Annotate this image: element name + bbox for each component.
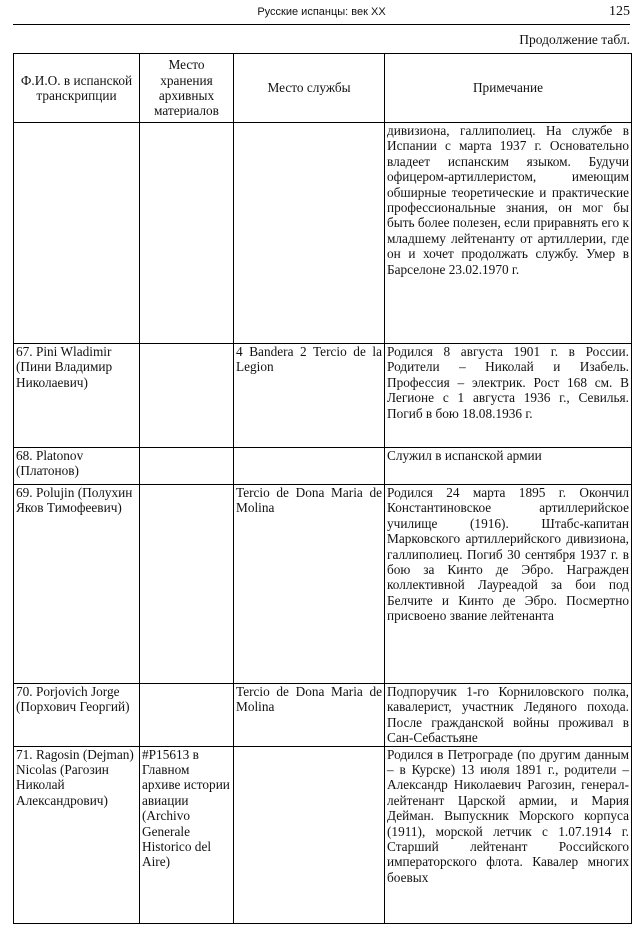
cell-archive [140,448,234,485]
cell-note: Служил в испанской армии [385,448,632,485]
cell-note: Родился в Петрограде (по другим данным – в Курске) 13 июля 1891 г., родители – Александр Николаевич Рагозин, генерал-лейтенант Царской армии, и Мария Дейман. Выпускник Морского корпуса (1911), морской летчик с 1.07.1914 г. Старший лейтенант Российского императорского флота. Кавалер многих боевых [385,746,632,923]
cell-service [234,123,385,344]
cell-archive [140,684,234,747]
cell-archive [140,344,234,448]
table-row [14,123,632,344]
cell-service: Tercio de Dona Maria de Molina [234,684,385,747]
cell-note: Родился 24 марта 1895 г. Окончил Константиновское артиллерийское училище (1916). Штабс-капитан Марковского артиллерийского дивизиона, галлиполиец. Погиб 30 сентября 1937 г. в бою за Кинто де Эбро. Награжден коллективной Лауреадой за бои под Белчите и Кинто де Эбро. Посмертно присвоено звание лейтенанта [385,485,632,684]
cell-archive [140,123,234,344]
cell-note: дивизиона, галлиполиец. На службе в Испании с марта 1937 г. Основательно владеет испанским языком. Будучи офицером-артиллеристом, имеющим обширные теоретические и практические профессиональные знания, он мог бы быть более полезен, если приравнять его к младшему лейтенанту от артиллерии, где он и хочет продолжать службу. Умер в Барселоне 23.02.1970 г. [385,123,632,344]
running-head [13,0,630,25]
table-header-row [14,54,632,123]
header-note: Примечание [385,54,632,123]
cell-service [234,746,385,923]
cell-note: Подпоручик 1-го Корниловского полка, кавалерист, участник Ледяного похода. После гражданской войны проживал в Сан-Себастьяне [385,684,632,747]
cell-archive: #P15613 в Главном архиве истории авиации (Archivo Generale Historico del Aire) [140,746,234,923]
cell-note: Родился 8 августа 1901 г. в России. Родители – Николай и Изабель. Профессия – электрик. Рост 168 см. В Легионе с 1 августа 1936 г., Севилья. Погиб в бою 18.08.1936 г. [385,344,632,448]
cell-archive [140,485,234,684]
cell-name: 67. Pini Wladimir (Пини Владимир Николаевич) [14,344,140,448]
cell-name: 69. Polujin (Полухин Яков Тимофеевич) [14,485,140,684]
table-continuation-label: Продолжение табл. [519,32,630,47]
cell-name: 71. Ragosin (Dejman) Nicolas (Рагозин Николай Александрович) [14,746,140,923]
header-archive: Место хранения архивных материалов [140,54,234,123]
cell-service: 4 Bandera 2 Tercio de la Legion [234,344,385,448]
table-row [14,684,632,747]
cell-name: 68. Platonov (Платонов) [14,448,140,485]
header-service: Место службы [234,54,385,123]
cell-name: 70. Porjovich Jorge (Порхович Георгий) [14,684,140,747]
cell-service [234,448,385,485]
personnel-table [13,53,632,924]
table-row [14,344,632,448]
cell-name [14,123,140,344]
header-name: Ф.И.О. в испанской транскрипции [14,54,140,123]
cell-service: Tercio de Dona Maria de Molina [234,485,385,684]
running-title: Русские испанцы: век XX [257,6,386,18]
page-number: 125 [609,4,630,19]
table-row [14,746,632,923]
table-row [14,448,632,485]
table-row [14,485,632,684]
